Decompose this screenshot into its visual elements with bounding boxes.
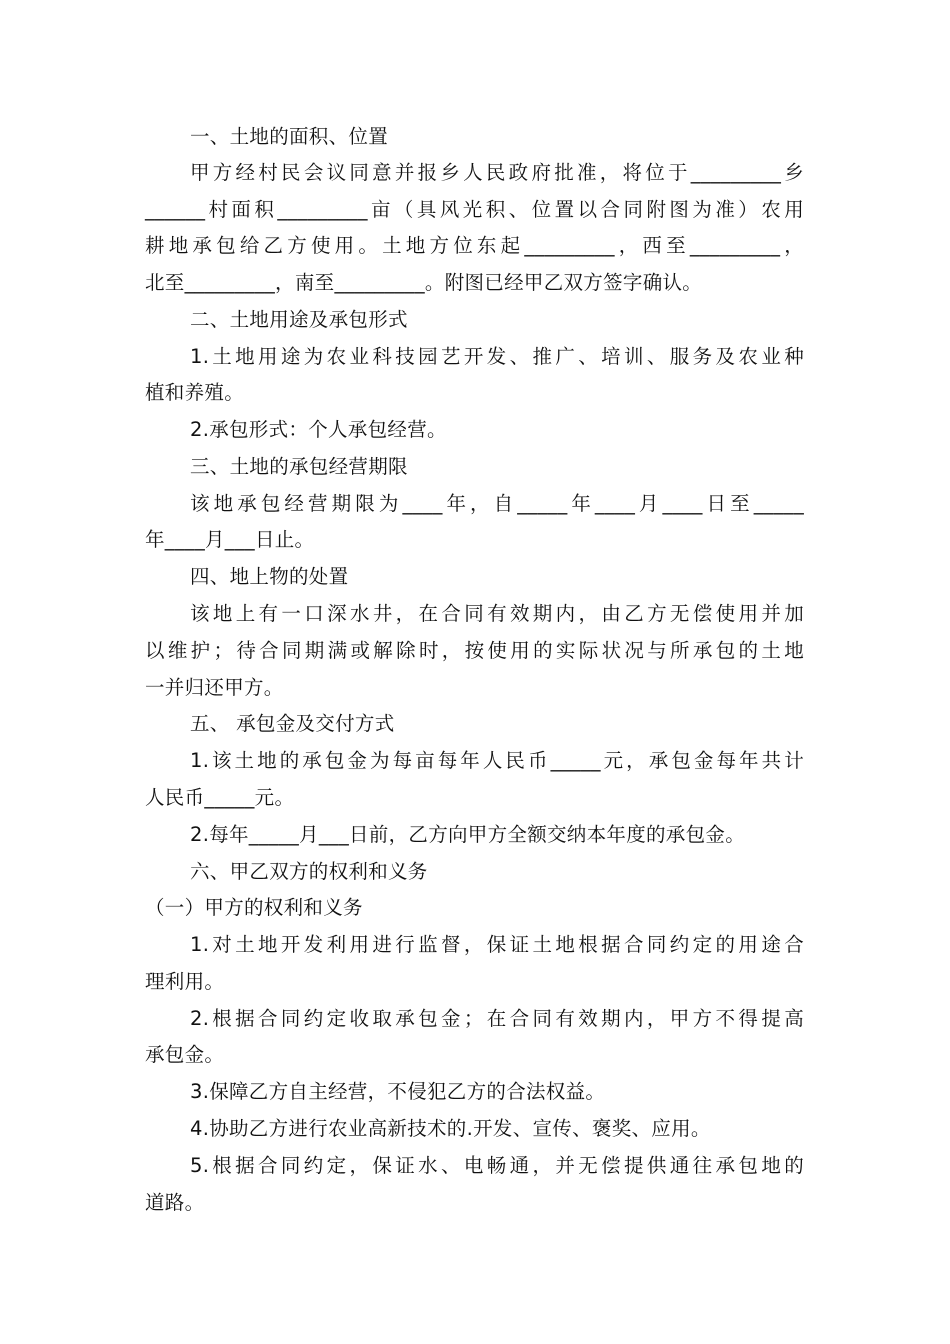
paragraph-line: 该地承包经营期限为____年，自_____年____月____日至_____ [190,492,804,515]
section-heading-land-area: 一、土地的面积、位置 [190,125,389,148]
paragraph-line: 理利用。 [145,970,225,993]
paragraph-line: 道路。 [145,1191,205,1214]
paragraph-line: 一并归还甲方。 [145,676,284,699]
section-heading-fees: 五、 承包金及交付方式 [190,712,395,735]
paragraph-line: 2.承包形式：个人承包经营。 [190,418,447,441]
paragraph-line: 人民币_____元。 [145,786,295,809]
section-heading-land-use: 二、土地用途及承包形式 [190,308,408,331]
paragraph-line: 3.保障乙方自主经营，不侵犯乙方的合法权益。 [190,1080,606,1103]
subsection-heading-party-a: （一）甲方的权利和义务 [145,896,363,919]
paragraph-line: 耕地承包给乙方使用。土地方位东起_________，西至_________， [145,234,804,257]
paragraph-line: 以维护；待合同期满或解除时，按使用的实际状况与所承包的土地 [145,639,804,662]
section-heading-term: 三、土地的承包经营期限 [190,455,408,478]
section-heading-rights: 六、甲乙双方的权利和义务 [190,860,428,883]
paragraph-line: 该地上有一口深水井，在合同有效期内，由乙方无偿使用并加 [190,602,804,625]
section-heading-structures: 四、地上物的处置 [190,565,349,588]
paragraph-line: 4.协助乙方进行农业高新技术的.开发、宣传、褒奖、应用。 [190,1117,711,1140]
paragraph-line: 2.根据合同约定收取承包金；在合同有效期内，甲方不得提高 [190,1007,804,1030]
paragraph-line: 5.根据合同约定，保证水、电畅通，并无偿提供通往承包地的 [190,1154,804,1177]
paragraph-line: 植和养殖。 [145,381,245,404]
paragraph-line: 北至_________，南至_________。附图已经甲乙双方签字确认。 [145,271,703,294]
paragraph-line: 1.该土地的承包金为每亩每年人民币_____元，承包金每年共计 [190,749,804,772]
paragraph-line: 1.土地用途为农业科技园艺开发、推广、培训、服务及农业种 [190,345,804,368]
paragraph-line: ______村面积_________亩（具风光积、位置以合同附图为准）农用 [145,198,804,221]
paragraph-line: 承包金。 [145,1043,225,1066]
paragraph-line: 年____月___日止。 [145,528,315,551]
paragraph-line: 2.每年_____月___日前，乙方向甲方全额交纳本年度的承包金。 [190,823,746,846]
paragraph-line: 1.对土地开发利用进行监督，保证土地根据合同约定的用途合 [190,933,804,956]
paragraph-line: 甲方经村民会议同意并报乡人民政府批准，将位于_________乡 [190,161,804,184]
